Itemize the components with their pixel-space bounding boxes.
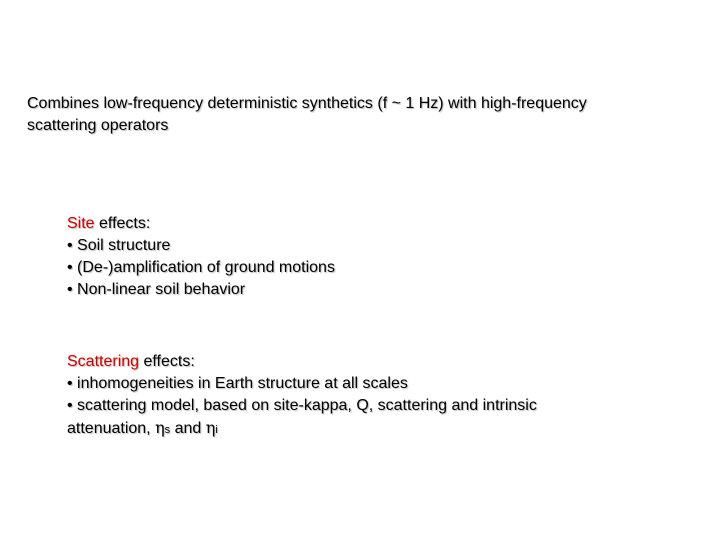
- intro-line-1: Combines low-frequency deterministic synthetics (f ~ 1 Hz) with high-frequency: [27, 95, 587, 112]
- scattering-bullet-3-continuation: [67, 417, 537, 441]
- site-bullet-3: • Non-linear soil behavior: [67, 281, 246, 298]
- intro-line-2: scattering operators: [27, 117, 169, 134]
- site-keyword: Site: [67, 215, 95, 232]
- scattering-bullet-2: • scattering model, based on site-kappa, Q, scattering and intrinsic: [67, 397, 537, 414]
- and-text: and: [170, 420, 206, 437]
- intro-paragraph: [27, 93, 697, 137]
- site-heading-rest: effects:: [94, 215, 151, 232]
- subscript-i: i: [215, 424, 218, 436]
- subscript-s: s: [164, 424, 171, 436]
- site-effects-heading: [67, 213, 335, 235]
- eta-symbol-i: η: [205, 418, 216, 437]
- site-effects-section: [67, 213, 335, 301]
- eta-symbol-s: η: [155, 418, 165, 437]
- scattering-effects-section: [67, 351, 537, 441]
- scattering-heading-rest: effects:: [139, 353, 195, 370]
- scattering-bullet-1: • inhomogeneities in Earth structure at all scales: [67, 375, 408, 392]
- site-bullet-1: • Soil structure: [67, 237, 171, 254]
- site-bullet-2: • (De-)amplification of ground motions: [67, 259, 335, 276]
- scattering-keyword: Scattering: [67, 353, 140, 370]
- attenuation-text: attenuation,: [67, 420, 156, 437]
- scattering-effects-heading: [67, 351, 537, 373]
